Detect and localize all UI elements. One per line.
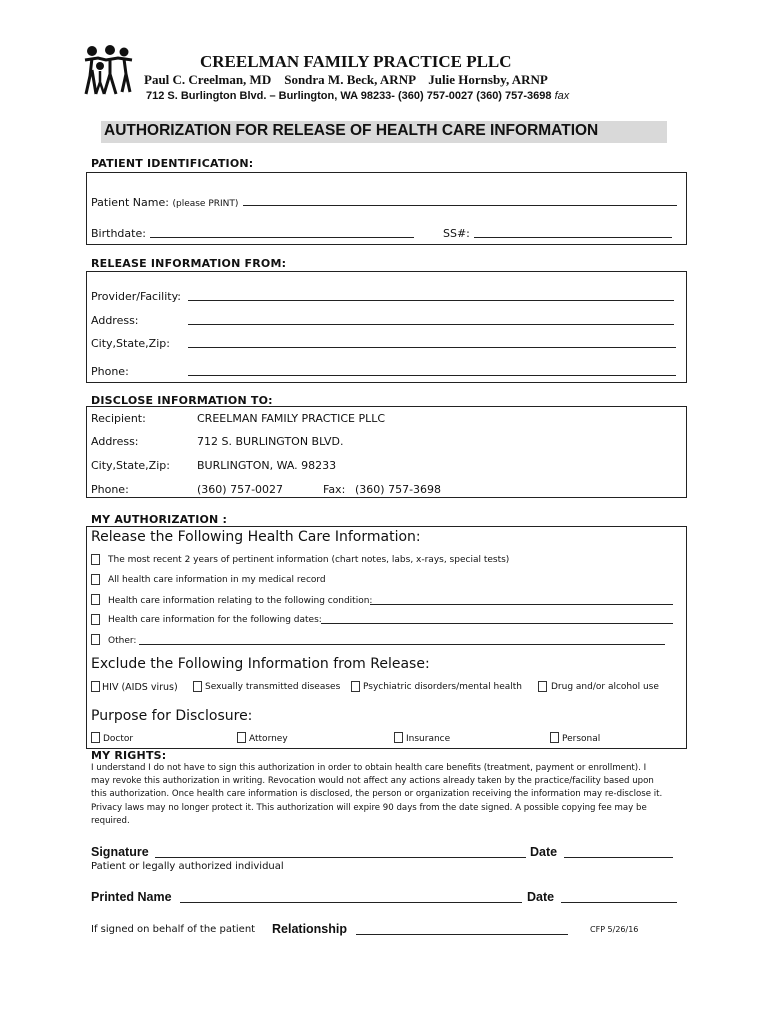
- release-option-1-checkbox[interactable]: [91, 554, 100, 565]
- practice-address-line: [146, 90, 569, 102]
- ss-label: SS#:: [443, 227, 470, 240]
- purpose-attorney-label: Attorney: [249, 734, 288, 744]
- patient-name-text: Patient Name:: [91, 196, 169, 209]
- recipient-value: CREELMAN FAMILY PRACTICE PLLC: [197, 412, 386, 425]
- exclude-std-checkbox[interactable]: [193, 681, 202, 692]
- signature-label: Signature: [91, 845, 149, 859]
- printed-date-label: Date: [527, 890, 555, 904]
- ss-field[interactable]: [474, 237, 672, 238]
- provider-facility-label: Provider/Facility:: [91, 290, 181, 303]
- authorization-heading: MY AUTHORIZATION :: [91, 513, 228, 526]
- rights-text: [91, 762, 681, 828]
- rights-line-3: this authorization. Once health care information is disclosed, the person or organization receiving the information may re-disclose it.: [91, 789, 663, 800]
- form-title: AUTHORIZATION FOR RELEASE OF HEALTH CARE INFORMATION: [104, 122, 599, 139]
- exclude-drug-checkbox[interactable]: [538, 681, 547, 692]
- fax-word: fax: [554, 90, 570, 102]
- signature-field[interactable]: [155, 857, 526, 858]
- release-option-5-label: Other:: [108, 636, 137, 646]
- printed-name-field[interactable]: [180, 902, 522, 903]
- purpose-insurance-checkbox[interactable]: [394, 732, 403, 743]
- rights-line-4: Privacy laws may no longer protect it. This authorization will expire 90 days from the date signed. A possible copying fee may be: [91, 802, 647, 813]
- patient-name-hint: (please PRINT): [172, 199, 239, 209]
- exclude-hiv-label: HIV (AIDS virus): [102, 682, 178, 693]
- relationship-field[interactable]: [356, 934, 568, 935]
- rights-line-5: required.: [91, 815, 130, 826]
- release-city-label: City,State,Zip:: [91, 337, 170, 350]
- condition-field[interactable]: [370, 604, 673, 605]
- behalf-text: If signed on behalf of the patient: [91, 924, 256, 935]
- disclose-fax-value: (360) 757-3698: [355, 483, 442, 496]
- address-text: 712 S. Burlington Blvd. – Burlington, WA 98233- (360) 757-0027 (360) 757-3698: [146, 90, 552, 102]
- disclose-to-heading: DISCLOSE INFORMATION TO:: [91, 394, 273, 407]
- other-field[interactable]: [139, 644, 665, 645]
- release-address-field[interactable]: [188, 324, 674, 325]
- release-section-title: Release the Following Health Care Information:: [91, 529, 421, 545]
- birthdate-field[interactable]: [150, 237, 414, 238]
- release-option-3-checkbox[interactable]: [91, 594, 100, 605]
- patient-name-label: [91, 196, 238, 209]
- release-from-box: [86, 271, 687, 383]
- recipient-label: Recipient:: [91, 412, 146, 425]
- purpose-attorney-checkbox[interactable]: [237, 732, 246, 743]
- disclose-city-label: City,State,Zip:: [91, 459, 170, 472]
- patient-id-heading: PATIENT IDENTIFICATION:: [91, 157, 254, 170]
- purpose-personal-label: Personal: [562, 734, 601, 744]
- provider-names: Paul C. Creelman, MD Sondra M. Beck, ARNP Julie Hornsby, ARNP: [144, 72, 548, 87]
- release-option-2-label: All health care information in my medical record: [108, 575, 326, 585]
- signature-subtitle: Patient or legally authorized individual: [91, 861, 284, 872]
- form-code: CFP 5/26/16: [590, 925, 639, 934]
- birthdate-label: Birthdate:: [91, 227, 146, 240]
- disclose-city-value: BURLINGTON, WA. 98233: [197, 459, 337, 472]
- release-phone-label: Phone:: [91, 365, 129, 378]
- exclude-drug-label: Drug and/or alcohol use: [551, 682, 659, 692]
- release-option-3-label: Health care information relating to the following condition:: [108, 596, 373, 606]
- release-from-heading: RELEASE INFORMATION FROM:: [91, 257, 287, 270]
- release-option-4-label: Health care information for the following dates:: [108, 615, 322, 625]
- disclose-fax-label: Fax:: [323, 483, 346, 496]
- disclose-address-label: Address:: [91, 435, 139, 448]
- printed-date-field[interactable]: [561, 902, 677, 903]
- release-phone-field[interactable]: [188, 375, 676, 376]
- printed-name-label: Printed Name: [91, 890, 172, 904]
- purpose-insurance-label: Insurance: [406, 734, 451, 744]
- rights-heading: MY RIGHTS:: [91, 749, 167, 762]
- release-address-label: Address:: [91, 314, 139, 327]
- practice-logo: [82, 44, 134, 98]
- exclude-psych-checkbox[interactable]: [351, 681, 360, 692]
- disclose-address-value: 712 S. BURLINGTON BLVD.: [197, 435, 344, 448]
- release-city-field[interactable]: [188, 347, 676, 348]
- exclude-std-label: Sexually transmitted diseases: [205, 682, 341, 692]
- provider-facility-field[interactable]: [188, 300, 674, 301]
- rights-line-1: I understand I do not have to sign this authorization in order to obtain health care benefits (treatment, payment or enrollment). I: [91, 763, 647, 773]
- dates-field[interactable]: [321, 623, 673, 624]
- purpose-doctor-label: Doctor: [103, 734, 134, 744]
- release-option-5-checkbox[interactable]: [91, 634, 100, 645]
- signature-date-label: Date: [530, 845, 558, 859]
- release-option-1-label: The most recent 2 years of pertinent information (chart notes, labs, x-rays, special tests): [108, 555, 510, 565]
- exclude-hiv-checkbox[interactable]: [91, 681, 100, 692]
- exclude-section-title: Exclude the Following Information from Release:: [91, 656, 430, 672]
- patient-name-field[interactable]: [243, 205, 677, 206]
- release-option-2-checkbox[interactable]: [91, 574, 100, 585]
- exclude-psych-label: Psychiatric disorders/mental health: [363, 682, 523, 692]
- signature-date-field[interactable]: [564, 857, 673, 858]
- purpose-section-title: Purpose for Disclosure:: [91, 708, 253, 724]
- rights-line-2: may revoke this authorization in writing. Revocation would not affect any actions already taken by the practice/facility based upon: [91, 776, 654, 787]
- release-option-4-checkbox[interactable]: [91, 614, 100, 625]
- relationship-label: Relationship: [272, 922, 348, 936]
- practice-name: CREELMAN FAMILY PRACTICE PLLC: [200, 52, 512, 71]
- disclose-phone-label: Phone:: [91, 483, 129, 496]
- purpose-doctor-checkbox[interactable]: [91, 732, 100, 743]
- purpose-personal-checkbox[interactable]: [550, 732, 559, 743]
- disclose-phone-value: (360) 757-0027: [197, 483, 284, 496]
